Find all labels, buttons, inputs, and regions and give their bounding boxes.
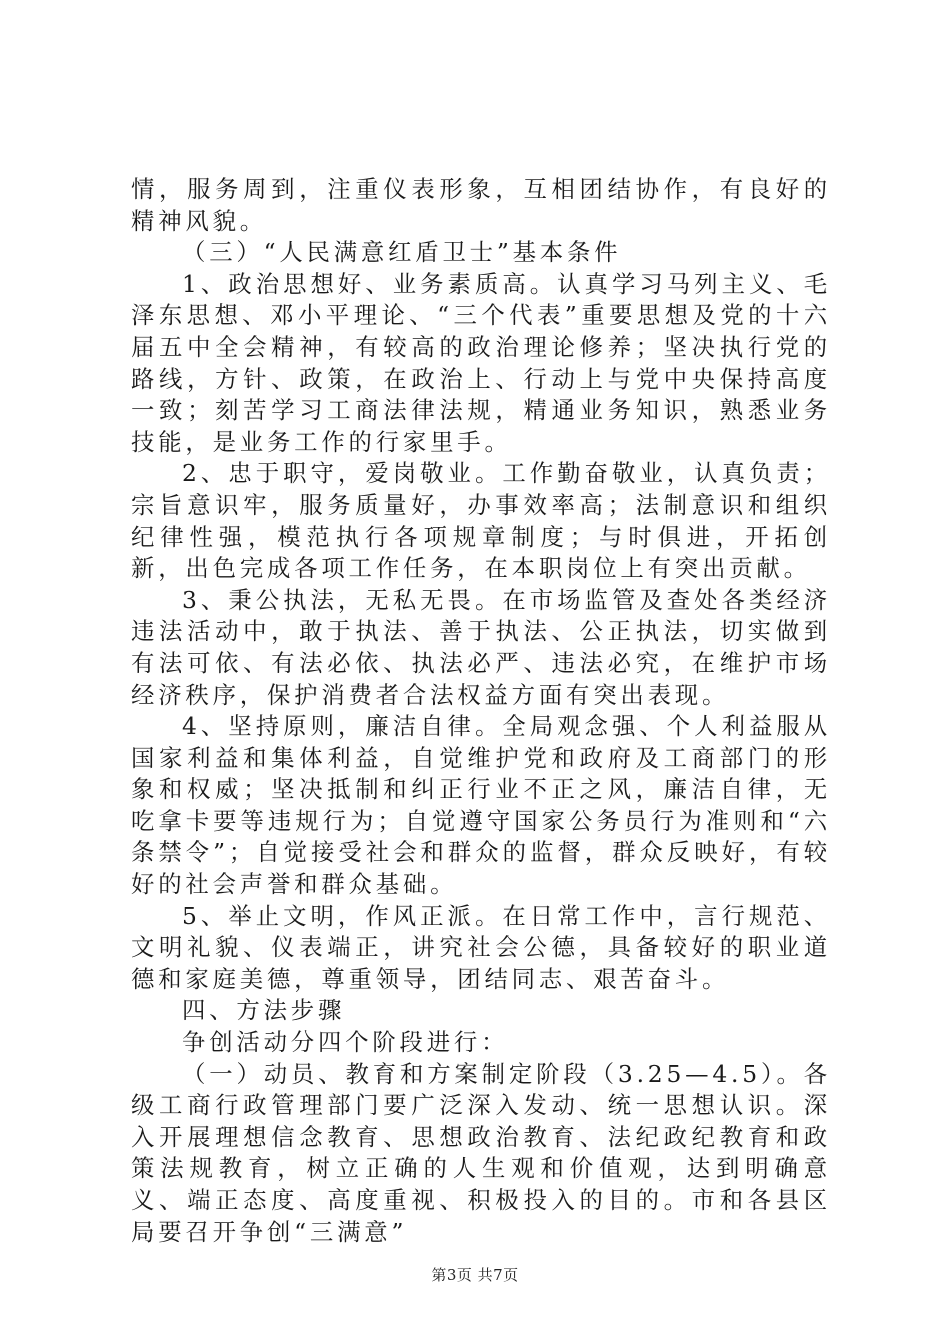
paragraph-condition-1: 1、政治思想好、业务素质高。认真学习马列主义、毛泽东思想、邓小平理论、“三个代表”重要思想及党的十六届五中全会精神，有较高的政治理论修养；坚决执行党的路线，方针、政策，在政治上、行动上与党中央保持高度一致；刻苦学习工商法律法规，精通业务知识，熟悉业务技能，是业务工作的行家里手。 <box>131 269 831 456</box>
paragraph-condition-5: 5、举止文明，作风正派。在日常工作中，言行规范、文明礼貌、仪表端正，讲究社会公德，具备较好的职业道德和家庭美德，尊重领导，团结同志、艰苦奋斗。 <box>131 901 831 993</box>
paragraph-condition-3: 3、秉公执法，无私无畏。在市场监管及查处各类经济违法活动中，敢于执法、善于执法、公正执法，切实做到有法可依、有法必依、执法必严、违法必究，在维护市场经济秩序，保护消费者合法权益方面有突出表现。 <box>131 585 831 709</box>
page-footer: 第3页 共7页 <box>431 1266 519 1284</box>
section-heading-basic-conditions: （三）“人民满意红盾卫士”基本条件 <box>182 238 622 267</box>
section-heading-method-steps: 四、方法步骤 <box>182 996 346 1025</box>
paragraph-condition-2: 2、忠于职守，爱岗敬业。工作勤奋敬业，认真负责；宗旨意识牢，服务质量好，办事效率高；法制意识和组织纪律性强，模范执行各项规章制度；与时俱进，开拓创新，出色完成各项工作任务，在本职岗位上有突出贡献。 <box>131 459 831 583</box>
paragraph-stage-1: （一）动员、教育和方案制定阶段（3.25—4.5）。各级工商行政管理部门要广泛深入发动、统一思想认识。深入开展理想信念教育、思想政治教育、法纪政纪教育和政策法规教育，树立正确的人生观和价值观，达到明确意义、端正态度、高度重视、积极投入的目的。市和各县区局要召开争创“三满意” <box>131 1059 831 1246</box>
paragraph-continuation: 情，服务周到，注重仪表形象，互相团结协作，有良好的精神风貌。 <box>131 175 831 235</box>
paragraph-stages-intro: 争创活动分四个阶段进行： <box>182 1028 509 1057</box>
document-body <box>131 174 831 1248</box>
paragraph-condition-4: 4、坚持原则，廉洁自律。全局观念强、个人利益服从国家利益和集体利益，自觉维护党和政府及工商部门的形象和权威；坚决抵制和纠正行业不正之风，廉洁自律，无吃拿卡要等违规行为；自觉遵守国家公务员行为准则和“六条禁令”；自觉接受社会和群众的监督，群众反映好，有较好的社会声誉和群众基础。 <box>131 712 831 899</box>
